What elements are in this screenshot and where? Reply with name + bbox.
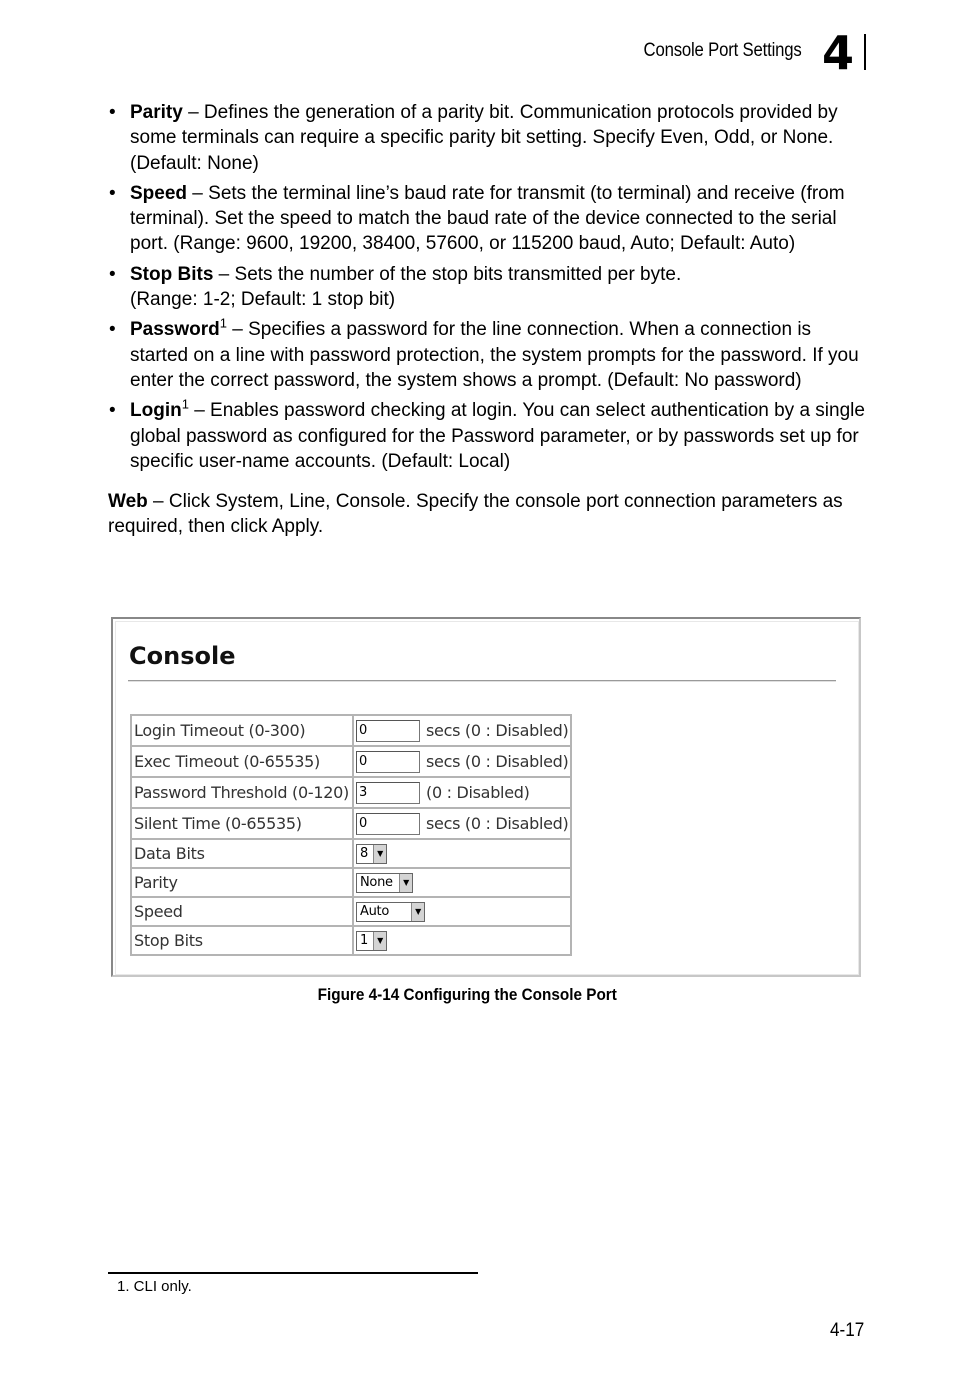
bullet-icon: • (109, 319, 116, 341)
parameter-list (108, 100, 868, 474)
figure-caption: Figure 4-14 Configuring the Console Port (317, 985, 617, 1004)
speed-cell (353, 897, 571, 926)
running-header-title: Console Port Settings (643, 40, 802, 61)
exec-timeout-unit: secs (0 : Disabled) (426, 752, 569, 771)
chevron-down-icon[interactable]: ▼ (411, 903, 424, 921)
footnote: 1. CLI only. (117, 1278, 192, 1295)
term-parity: Parity (130, 102, 183, 123)
term-login: Login (130, 400, 182, 422)
login-timeout-label: Login Timeout (0-300) (131, 715, 353, 746)
stop-bits-select[interactable] (356, 931, 387, 951)
page-header (0, 26, 954, 80)
silent-time-label: Silent Time (0-65535) (131, 808, 353, 839)
term-speed: Speed (130, 182, 188, 204)
silent-time-input[interactable]: 0 (356, 813, 420, 835)
chevron-down-icon[interactable]: ▼ (373, 932, 386, 950)
table-row (131, 839, 571, 868)
speed-label: Speed (131, 897, 353, 926)
silent-time-unit: secs (0 : Disabled) (426, 814, 569, 833)
term-stop-bits: Stop Bits (130, 263, 214, 285)
table-row (131, 777, 571, 808)
parity-cell (353, 868, 571, 897)
chevron-down-icon[interactable]: ▼ (373, 845, 386, 863)
chapter-number: 4 (822, 26, 855, 80)
data-bits-select[interactable] (356, 844, 387, 864)
bullet-icon: • (109, 263, 116, 285)
password-threshold-cell (353, 777, 571, 808)
table-row (131, 808, 571, 839)
web-text: – Click System, Line, Console. Specify the console port connection parameters as required, then click Apply. (108, 491, 843, 538)
footnote-ref[interactable]: 1 (181, 396, 189, 412)
password-threshold-unit: (0 : Disabled) (426, 783, 530, 802)
chapter-divider (864, 34, 866, 70)
list-item-login (108, 398, 868, 474)
console-heading: Console (129, 642, 236, 670)
exec-timeout-input[interactable]: 0 (356, 751, 420, 773)
bullet-icon: • (109, 400, 116, 422)
list-item-stop-bits (108, 262, 868, 313)
console-panel (115, 621, 859, 975)
console-screenshot (111, 617, 861, 977)
heading-divider (128, 680, 836, 682)
stop-bits-label: Stop Bits (131, 926, 353, 955)
desc-stop-bits: – Sets the number of the stop bits transmitted per byte. (213, 263, 682, 285)
speed-select[interactable] (356, 902, 425, 922)
table-row (131, 926, 571, 955)
parity-value: None (360, 875, 393, 891)
bullet-icon: • (109, 182, 116, 204)
desc-parity: – Defines the generation of a parity bit. Communication protocols provided by some terminals can require a specific parity bit setting. Specify Even, Odd, or None. (Default: None) (130, 102, 838, 174)
footnote-divider (108, 1272, 478, 1274)
table-row (131, 868, 571, 897)
bullet-icon: • (109, 102, 116, 123)
data-bits-label: Data Bits (131, 839, 353, 868)
console-settings-table (130, 714, 572, 956)
parity-label: Parity (131, 868, 353, 897)
term-web: Web (108, 491, 148, 513)
password-threshold-label: Password Threshold (0-120) (131, 777, 353, 808)
parity-select[interactable] (356, 873, 413, 893)
list-item-password (108, 317, 868, 393)
silent-time-cell (353, 808, 571, 839)
password-threshold-input[interactable]: 3 (356, 782, 420, 804)
stop-bits-value: 1 (360, 933, 368, 949)
desc-password: – Specifies a password for the line connection. When a connection is started on a line with password protection, the system prompts for the password. If you enter the correct password, the system shows a prompt. (Default: No password) (130, 319, 859, 391)
login-timeout-unit: secs (0 : Disabled) (426, 721, 569, 740)
page-number: 4-17 (830, 1320, 865, 1341)
desc-speed: – Sets the terminal line’s baud rate for transmit (to terminal) and receive (from terminal). Set the speed to match the baud rate of the device connected to the serial port. (Range: 9600, 19200, 38400, 57600, or 115200 baud, Auto; Default: Auto) (130, 182, 845, 255)
stop-bits-cell (353, 926, 571, 955)
exec-timeout-cell (353, 746, 571, 777)
table-row (131, 715, 571, 746)
table-row (131, 897, 571, 926)
body-text (108, 100, 868, 540)
desc-stop-bits-range: (Range: 1-2; Default: 1 stop bit) (130, 289, 396, 311)
term-password: Password (130, 319, 220, 341)
list-item-speed (108, 181, 868, 257)
data-bits-cell (353, 839, 571, 868)
web-instructions (108, 489, 868, 540)
speed-value: Auto (360, 904, 389, 920)
chevron-down-icon[interactable]: ▼ (399, 874, 412, 892)
login-timeout-cell (353, 715, 571, 746)
list-item-parity (108, 100, 868, 176)
desc-login: – Enables password checking at login. You can select authentication by a single global password as configured for the Password parameter, or by passwords set up for specific user-name accounts. (Default: Local) (130, 400, 865, 472)
data-bits-value: 8 (360, 846, 368, 862)
login-timeout-input[interactable]: 0 (356, 720, 420, 742)
table-row (131, 746, 571, 777)
exec-timeout-label: Exec Timeout (0-65535) (131, 746, 353, 777)
footnote-ref[interactable]: 1 (219, 316, 227, 332)
